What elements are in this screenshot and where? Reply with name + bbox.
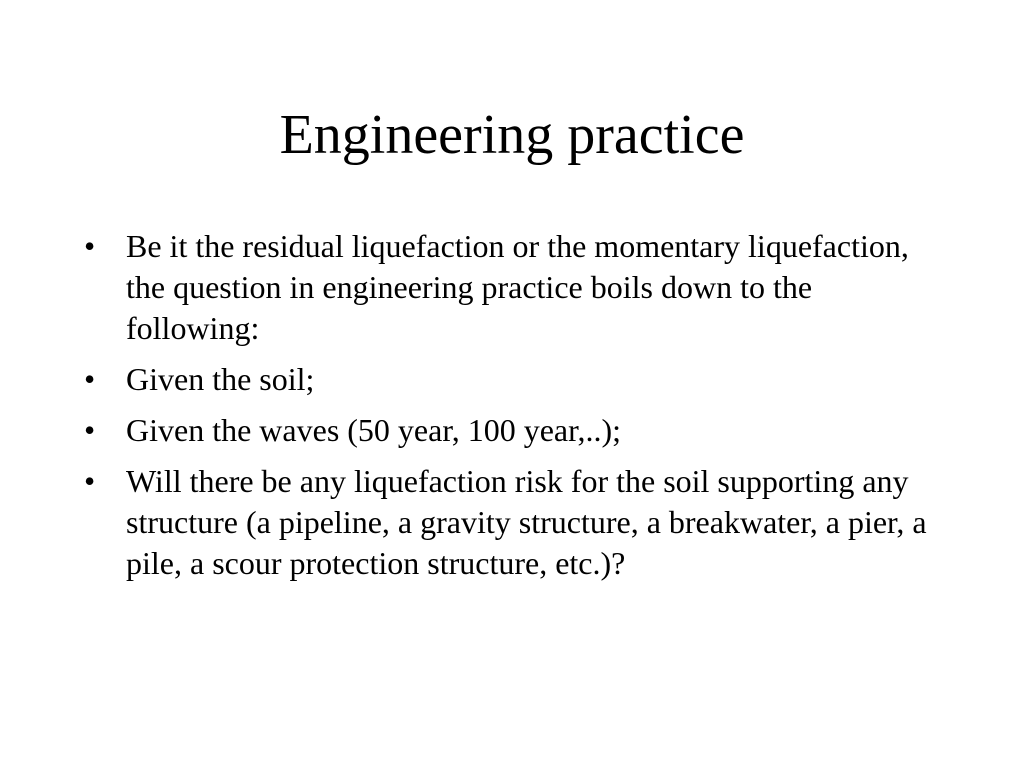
- bullet-text: Will there be any liquefaction risk for the soil supporting any structure (a pipeline, a gravity structure, a breakwater, a pier, a pile, a scour protection structure, etc.)?: [126, 463, 927, 581]
- bullet-list: [84, 226, 934, 594]
- bullet-text: Given the soil;: [126, 361, 315, 397]
- bullet-icon: •: [84, 228, 96, 264]
- bullet-icon: •: [84, 361, 96, 397]
- bullet-text: Given the waves (50 year, 100 year,..);: [126, 412, 622, 448]
- slide-title: Engineering practice: [279, 104, 745, 166]
- bullet-item: [84, 461, 934, 584]
- bullet-icon: •: [84, 412, 96, 448]
- bullet-text: Be it the residual liquefaction or the momentary liquefaction, the question in engineering practice boils down to the following:: [126, 228, 909, 346]
- bullet-item: [84, 359, 934, 400]
- bullet-icon: •: [84, 463, 96, 499]
- bullet-item: [84, 410, 934, 451]
- bullet-item: [84, 226, 934, 349]
